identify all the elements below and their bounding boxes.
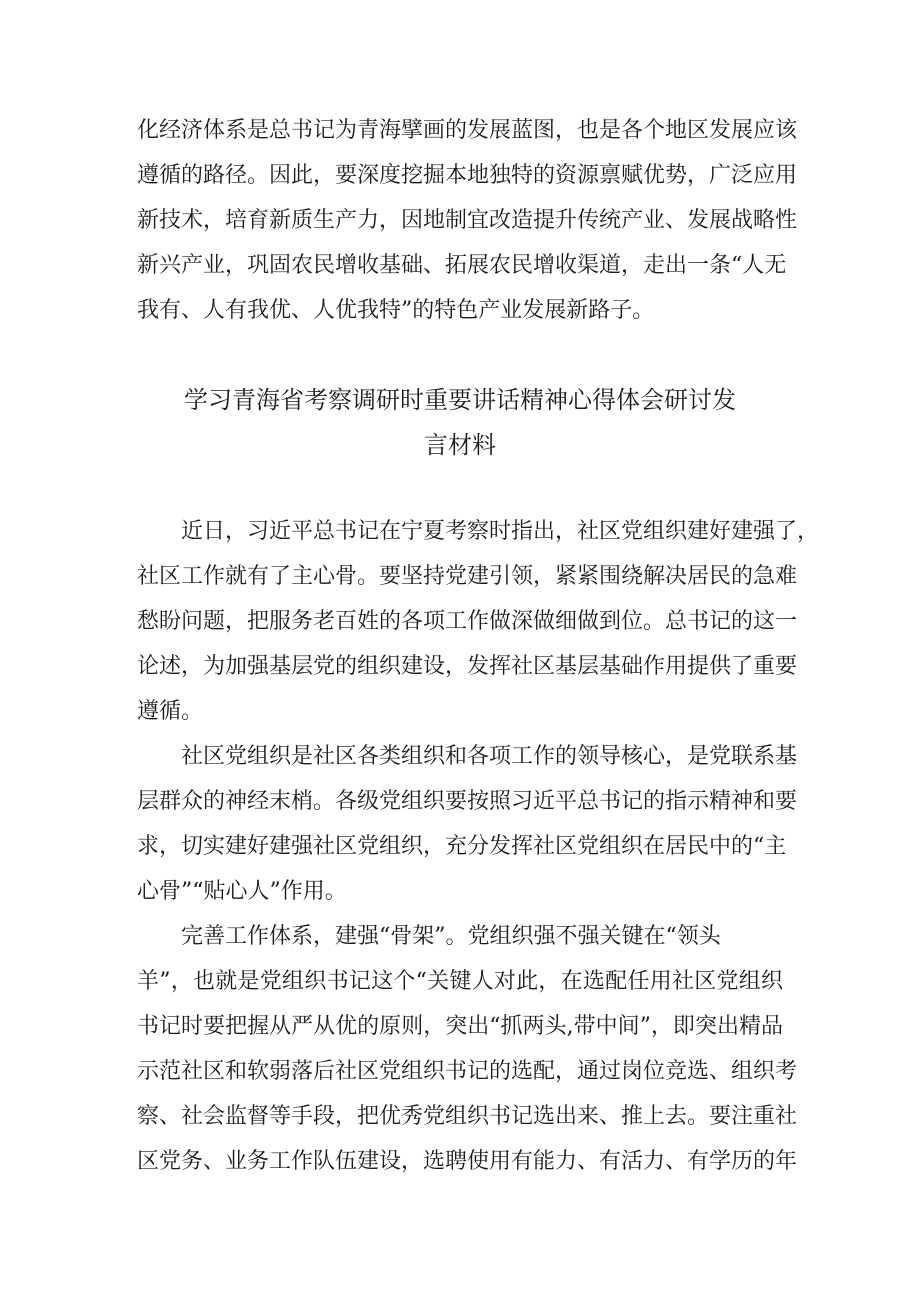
paragraph-line: 社区工作就有了主心骨。要坚持党建引领，紧紧围绕解决居民的急难 [137, 564, 798, 589]
paragraph-line: 区党务、业务工作队伍建设，选聘使用有能力、有活力、有学历的年 [137, 1149, 798, 1174]
section-title-line: 学习青海省考察调研时重要讲话精神心得体会研讨发 [184, 386, 736, 414]
paragraph-line: 我有、人有我优、人优我特”的特色产业发展新路子。 [137, 298, 655, 323]
paragraph-line: 求，切实建好建强社区党组织，充分发挥社区党组织在居民中的“主 [137, 834, 787, 859]
section-title-line: 言材料 [424, 431, 496, 459]
paragraph-line: 察、社会监督等手段，把优秀党组织书记选出来、推上去。要注重社 [137, 1104, 798, 1129]
paragraph-line: 论述，为加强基层党的组织建设，发挥社区基层基础作用提供了重要 [137, 654, 798, 679]
paragraph-line: 层群众的神经末梢。各级党组织要按照习近平总书记的指示精神和要 [137, 789, 798, 814]
paragraph-line: 愁盼问题，把服务老百姓的各项工作做深做细做到位。总书记的这一 [137, 609, 798, 634]
paragraph-line: 遵循的路径。因此，要深度挖掘本地独特的资源禀赋优势，广泛应用 [137, 163, 798, 188]
paragraph-line: 心骨”“贴心人”作用。 [137, 879, 347, 904]
paragraph-line: 示范社区和软弱落后社区党组织书记的选配，通过岗位竞选、组织考 [137, 1059, 798, 1084]
paragraph-line: 完善工作体系，建强“骨架”。党组织强不强关键在“领头 [181, 924, 721, 949]
paragraph-line: 近日，习近平总书记在宁夏考察时指出，社区党组织建好建强了， [181, 519, 820, 544]
paragraph-line: 遵循。 [137, 699, 204, 724]
paragraph-line: 新兴产业，巩固农民增收基础、拓展农民增收渠道，走出一条“人无 [137, 253, 787, 278]
paragraph-line: 新技术，培育新质生产力，因地制宜改造提升传统产业、发展战略性 [137, 208, 798, 233]
paragraph-line: 社区党组织是社区各类组织和各项工作的领导核心，是党联系基 [181, 744, 798, 769]
paragraph-line: 化经济体系是总书记为青海擘画的发展蓝图，也是各个地区发展应该 [137, 118, 798, 143]
paragraph-line: 书记时要把握从严从优的原则，突出“抓两头,带中间”，即突出精品 [137, 1014, 783, 1039]
paragraph-line: 羊”，也就是党组织书记这个“关键人对此，在选配任用社区党组织 [137, 969, 783, 994]
